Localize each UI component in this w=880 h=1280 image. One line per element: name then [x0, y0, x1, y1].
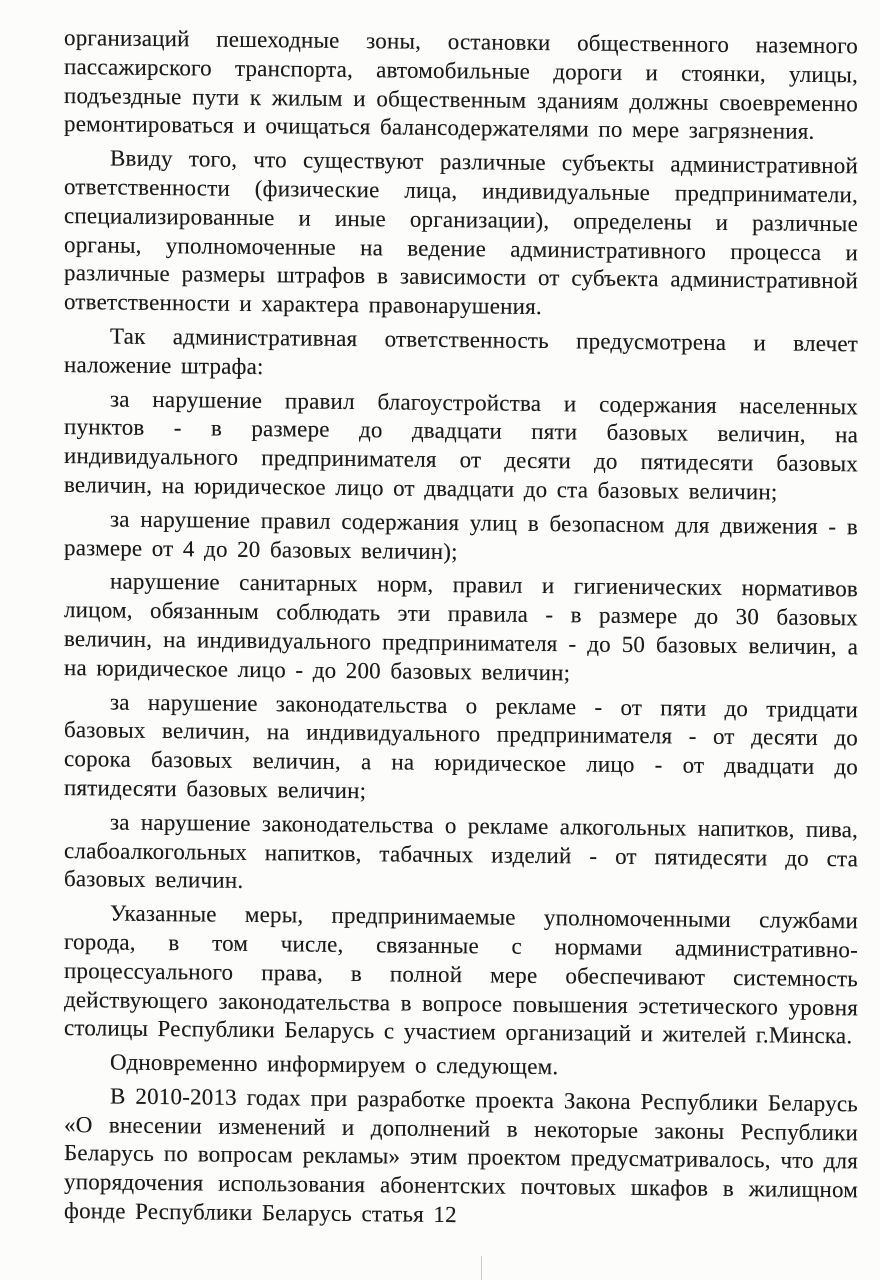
paragraph: организаций пешеходные зоны, остановки общественного наземного пассажирского транспорта, автомобильные дороги и стоянки, улицы, подъездные пути к жилым и общественным зданиям должны своевременно ремонтироваться и очищаться балансодержателями по мере загрязнения.	[64, 25, 858, 145]
document-text-block	[64, 24, 858, 1239]
paragraph: нарушение санитарных норм, правил и гигиенических нормативов лицом, обязанным соблюдать эти правила - в размере до 30 базовых величин, на индивидуального предпринимателя - до 50 базовых величин, а на юридическое лицо - до 200 базовых величин;	[64, 568, 858, 686]
paragraph: Ввиду того, что существуют различные субъекты административной ответственности (физические лица, индивидуальные предприниматели, специализированные и иные организации), определены и различные органы, уполномоченные на ведение административного процесса и различные размеры штрафов в зависимости от субъекта административной ответственности и характера правонарушения.	[64, 145, 858, 320]
paragraph: за нарушение законодательства о рекламе - от пяти до тридцати базовых величин, на индивидуального предпринимателя - от десяти до сорока базовых величин, а на юридическое лицо - от двадцати до пятидесяти базовых величин;	[64, 689, 858, 804]
scan-artifact-line	[481, 1256, 482, 1280]
paragraph: Так административная ответственность предусмотрена и влечет наложение штрафа:	[64, 323, 858, 379]
paragraph: В 2010-2013 годах при разработке проекта Закона Республики Беларусь «О внесении изменений и дополнений в некоторые законы Республики Беларусь по вопросам рекламы» этим проектом предусматривалось, что для упорядочения использования абонентских почтовых шкафов в жилищном фонде Республики Беларусь статья 12	[64, 1083, 858, 1228]
paragraph: за нарушение правил содержания улиц в безопасном для движения - в размере от 4 до 20 базовых величин);	[64, 506, 858, 564]
paragraph: за нарушение законодательства о рекламе алкогольных напитков, пива, слабоалкогольных напитков, табачных изделий - от пятидесяти до ста базовых величин.	[64, 809, 858, 894]
paragraph: Одновременно информируем о следующем.	[110, 1049, 559, 1080]
paragraph: за нарушение правил благоустройства и содержания населенных пунктов - в размере до двадцати пяти базовых величин, на индивидуального предпринимателя от десяти до пятидесяти базовых величин, на юридическое лицо от двадцати до ста базовых величин;	[64, 386, 858, 505]
paragraph: Указанные меры, предпринимаемые уполномоченными службами города, в том числе, связанные с нормами административно-процессуального права, в полной мере обеспечивают системность действующего законодательства в вопросе повышения эстетического уровня столицы Республики Беларусь с участием организаций и жителей г.Минска.	[64, 900, 858, 1049]
